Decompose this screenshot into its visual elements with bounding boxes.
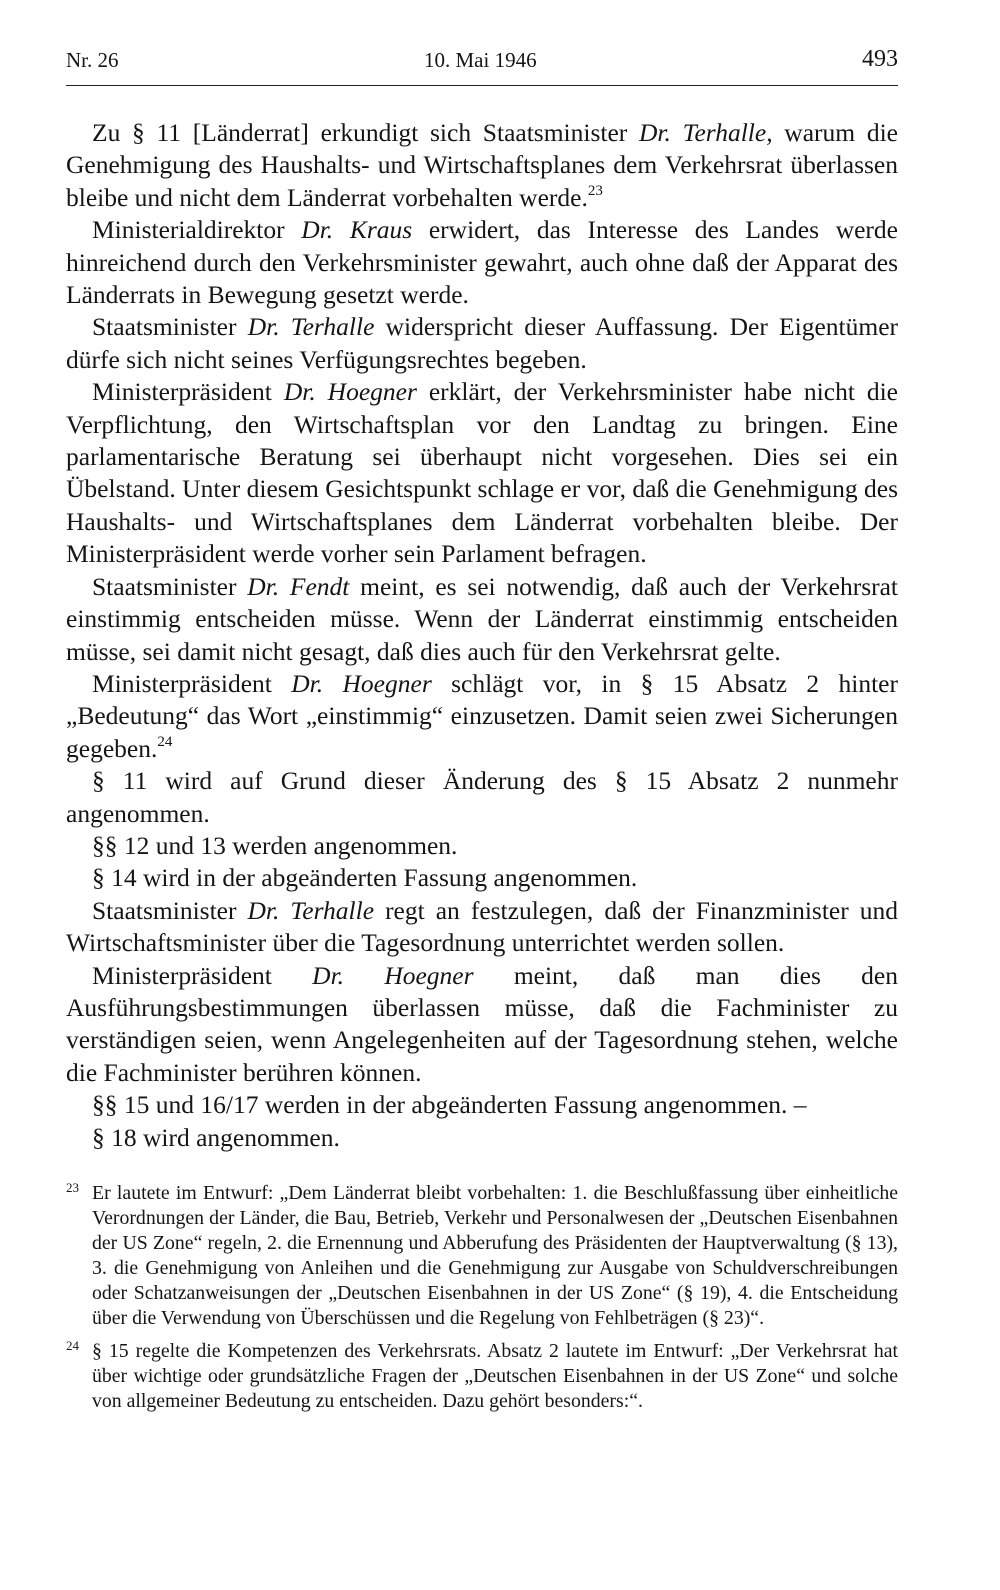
paragraph-text: erklärt, der Verkehrsminister habe nicht die Verpflichtung, den Wirtschaftsplan vor den Landtag zu bringen. Eine parlamentarische Beratung sei überhaupt nicht vorgesehen. Dies sei ein Übelstand. Unter diesem Gesichtspunkt schlage er vor, daß die Genehmigung des Haushalts- und Wirtschaftsplanes dem Länderrat vorbehalten bleibe. Der Ministerpräsident werde vorher sein Parlament befragen.	[66, 377, 898, 569]
paragraph-text: Staatsminister	[92, 895, 248, 925]
paragraph	[66, 214, 898, 311]
paragraph	[66, 311, 898, 376]
paragraph-text: Ministerialdirektor	[92, 215, 302, 245]
paragraph-text: Ministerpräsident	[92, 960, 313, 990]
footnote	[66, 1181, 898, 1332]
footnote-ref[interactable]: 23	[587, 182, 603, 199]
paragraph-text: Ministerpräsident	[92, 668, 292, 698]
speaker-name: Dr. Fendt	[247, 571, 350, 601]
paragraph-text: meint, es sei notwendig, daß auch der Verkehrsrat einstimmig entscheiden müsse. Wenn der Länderrat einstimmig entscheiden müsse, sei damit nicht gesagt, daß dies auch für den Verkehrsrat gelte.	[66, 571, 899, 666]
paragraph-text: § 14 wird in der abgeänderten Fassung angenommen.	[92, 863, 638, 893]
footnote-text: § 15 regelte die Kompetenzen des Verkehrsrats. Absatz 2 lautete im Entwurf: „Der Verkehrsrat hat über wichtige oder grundsätzliche Fragen der „Deutschen Eisenbahnen in der US Zone“ und solche von allgemeiner Bedeutung zu entscheiden. Dazu gehört besonders:“.	[92, 1339, 898, 1412]
speaker-name: Dr. Kraus	[301, 215, 413, 245]
paragraph-text: warum die Genehmigung des Haushalts- und Wirtschaftsplanes dem Verkehrsrat überlassen bleibe und nicht dem Länderrat vorbehalten werde.	[66, 118, 898, 212]
paragraph	[66, 668, 898, 765]
paragraph	[66, 1089, 898, 1121]
paragraph-text: Staatsminister	[92, 571, 248, 601]
footnote-ref[interactable]: 24	[157, 733, 173, 750]
document-number: Nr. 26	[66, 48, 119, 72]
document-page	[66, 46, 899, 1412]
header-rule	[66, 85, 898, 86]
paragraph-text: erwidert, das Interesse des Landes werde hinreichend durch den Verkehrsminister gewahrt, auch ohne daß der Apparat des Länderrats in Bewegung gesetzt werde.	[66, 215, 898, 310]
speaker-name: Dr. Hoegner	[283, 377, 417, 407]
paragraph-text: Ministerpräsident	[92, 377, 284, 407]
paragraph-text: §§ 15 und 16/17 werden in der abgeänderten Fassung angenommen. –	[92, 1090, 807, 1120]
speaker-name: Dr. Hoegner	[312, 960, 474, 990]
footnotes	[66, 1181, 898, 1421]
paragraph	[66, 895, 898, 960]
paragraph-text: § 11 wird auf Grund dieser Änderung des § 15 Absatz 2 nunmehr angenommen.	[66, 766, 898, 828]
main-text	[66, 117, 898, 1154]
paragraph-text: Staatsminister	[92, 312, 248, 342]
paragraph-text: § 18 wird angenommen.	[92, 1122, 340, 1152]
paragraph	[66, 862, 898, 894]
paragraph-text: schlägt vor, in § 15 Absatz 2 hinter „Bedeutung“ das Wort „einstimmig“ einzusetzen. Damit seien zwei Sicherungen gegeben.	[66, 668, 898, 763]
paragraph	[66, 765, 898, 830]
paragraph	[66, 117, 898, 214]
footnote	[66, 1339, 898, 1414]
speaker-name: Dr. Terhalle	[247, 312, 375, 342]
paragraph	[66, 830, 898, 862]
paragraph-text: widerspricht dieser Auffassung. Der Eigentümer dürfe sich nicht seines Verfügungsrechtes begeben.	[66, 312, 898, 374]
paragraph	[66, 376, 898, 570]
paragraph-text: §§ 12 und 13 werden angenommen.	[92, 830, 458, 860]
paragraph	[66, 960, 898, 1090]
footnote-text: Er lautete im Entwurf: „Dem Länderrat bleibt vorbehalten: 1. die Beschlußfassung über einheitliche Verordnungen der Länder, die Bau, Betrieb, Verkehr und Personalwesen der „Deutschen Eisenbahnen der US Zone“ regeln, 2. die Ernennung und Abberufung des Präsidenten der Hauptverwaltung (§ 13), 3. die Genehmigung von Anleihen und die Genehmigung zur Ausgabe von Schuldverschreibungen oder Schatzanweisungen der „Deutschen Eisenbahnen in der US Zone“ (§ 19), 4. die Entscheidung über die Verwendung von Überschüssen und die Regelung von Fehlbeträgen (§ 23)“.	[92, 1182, 898, 1330]
speaker-name: Dr. Terhalle	[247, 895, 375, 925]
page-number: 493	[862, 46, 898, 72]
running-header	[66, 48, 898, 82]
footnote-number: 24	[66, 1337, 79, 1353]
paragraph-text: Zu § 11 [Länderrat] erkundigt sich Staatsminister	[92, 118, 639, 147]
paragraph	[66, 1122, 898, 1154]
paragraph-text: regt an festzulegen, daß der Finanzminister und Wirtschaftsminister über die Tagesordnung unterrichtet werden sollen.	[66, 895, 899, 958]
paragraph	[66, 571, 898, 668]
footnote-number: 23	[66, 1180, 79, 1195]
header-date: 10. Mai 1946	[424, 48, 537, 72]
paragraph-text: meint, daß man dies den Ausführungsbestimmungen überlassen müsse, daß die Fachminister zu verständigen seien, wenn Angelegenheiten auf der Tagesordnung stehen, welche die Fachminister berühren können.	[66, 960, 898, 1087]
speaker-name: Dr. Hoegner	[291, 668, 432, 698]
speaker-name: Dr. Terhalle,	[639, 118, 773, 147]
